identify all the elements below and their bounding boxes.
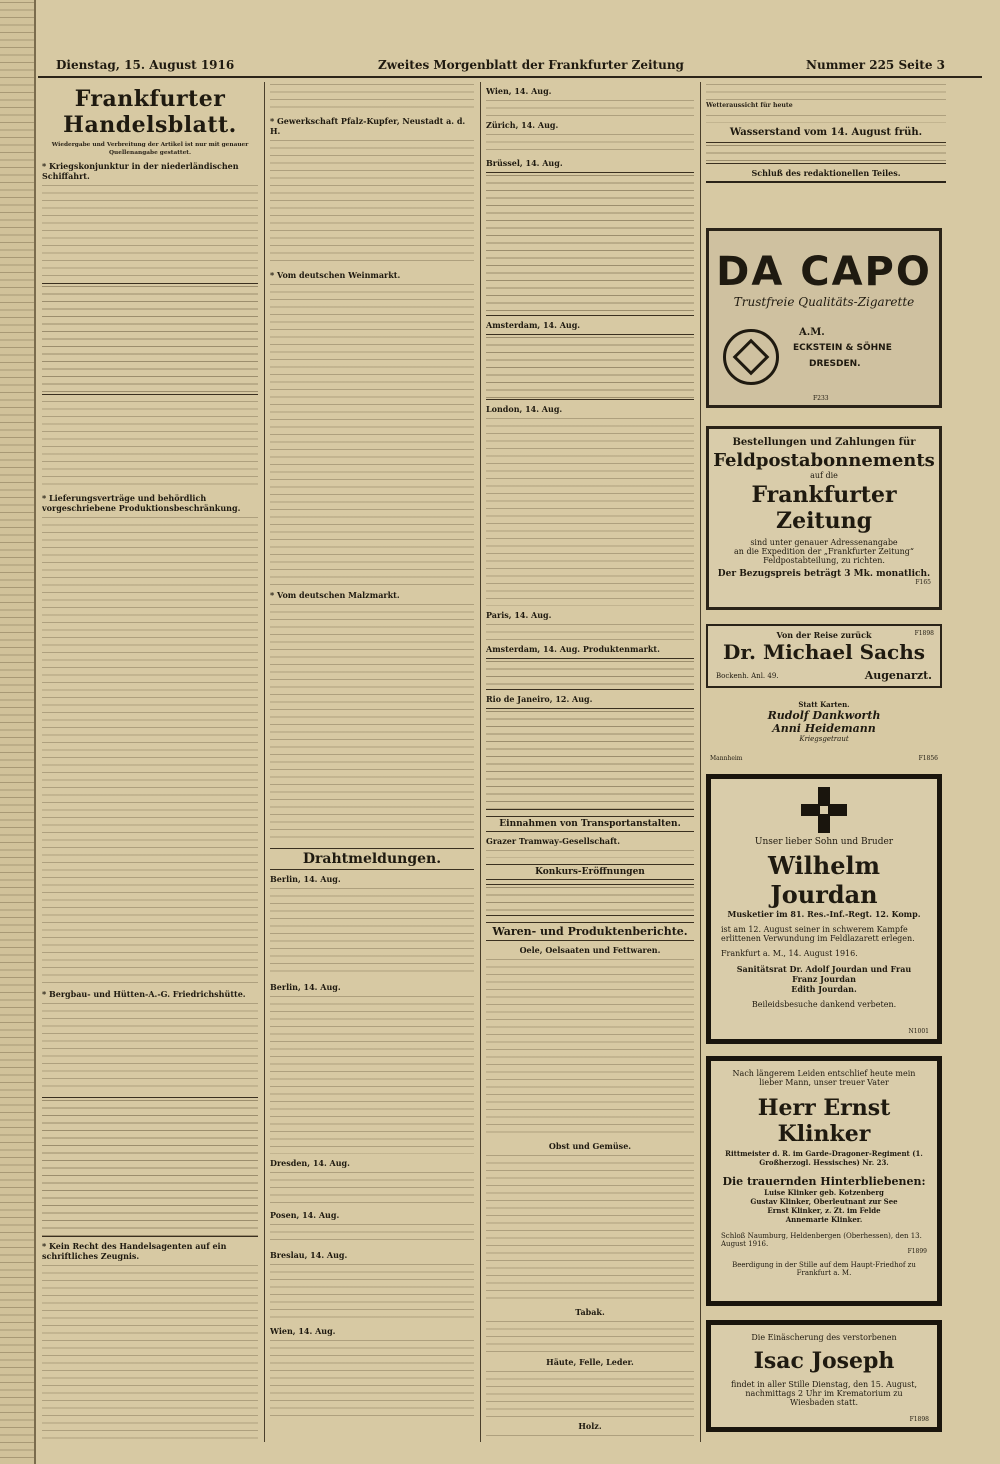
ads-column <box>706 48 946 1448</box>
ad-dacapo-tagline: Trustfreie Qualitäts-Zigarette <box>733 295 915 309</box>
dispatch-body <box>270 886 474 978</box>
ad-feldpost-line2: Feldpostabonnements <box>713 450 935 471</box>
ad-klinker-line2: Rittmeister d. R. im Garde-Dragoner-Regiment (1. Großherzogl. Hessisches) Nr. 23. <box>725 1149 923 1167</box>
market-body <box>486 1319 694 1353</box>
ad-feldpost-line7: Feldpostabteilung, zu richten. <box>763 556 885 565</box>
dispatch-body <box>270 1338 474 1418</box>
ad-dacapo-firm: ECKSTEIN & SÖHNE <box>793 343 892 353</box>
market-body <box>486 1433 694 1442</box>
reprint-notice: Wiedergabe und Verbreitung der Artikel ist nur mit genauer Quellenangabe gestattet. <box>51 142 249 156</box>
market-heading: London, 14. Aug. <box>486 404 563 414</box>
section-heading-transport: Einnahmen von Transportanstalten. <box>486 816 694 832</box>
konkurs-table <box>486 884 694 916</box>
adjacent-page-text <box>0 0 34 1464</box>
ad-feldpost <box>706 426 942 610</box>
ad-jourdan-line3: ist am 12. August seiner in schwerem Kampfe erlittenen Verwundung im Feldlazarett erlegen. <box>721 925 915 943</box>
ad-feldpost-line3: auf die <box>810 471 838 480</box>
market-body <box>486 98 694 116</box>
column-3 <box>486 82 694 1442</box>
dispatch-heading: Wien, 14. Aug. <box>270 1326 336 1336</box>
article-body <box>42 1263 258 1442</box>
weather-heading: Wetteraussicht für heute <box>706 102 793 109</box>
ad-dacapo-code: F233 <box>813 395 829 402</box>
ad-sachs <box>706 624 942 688</box>
ad-wedding-line1: Statt Karten. <box>798 700 850 709</box>
column-rule <box>480 82 481 1442</box>
ad-joseph <box>706 1320 942 1432</box>
article-heading: * Gewerkschaft Pfalz-Kupfer, Neustadt a. d. H. <box>270 116 466 136</box>
dispatch-heading: Berlin, 14. Aug. <box>270 874 341 884</box>
ad-feldpost-line1: Bestellungen und Zahlungen für <box>732 437 916 448</box>
section-heading-drahtmeldungen: Drahtmeldungen. <box>270 848 474 870</box>
ad-feldpost-line5: sind unter genauer Adressenangabe <box>750 538 898 547</box>
ad-sachs-name: Dr. Michael Sachs <box>722 640 926 664</box>
section-heading-waren: Waren- und Produktenberichte. <box>486 922 694 941</box>
coffee-table <box>486 708 694 810</box>
ad-joseph-line1: Die Einäscherung des verstorbenen <box>751 1333 897 1342</box>
ad-jourdan-survivor2: Franz Jourdan <box>792 974 856 984</box>
article-body <box>42 399 258 489</box>
article-heading: * Bergbau- und Hütten-A.-G. Friedrichshütte. <box>42 989 246 999</box>
market-heading: Paris, 14. Aug. <box>486 610 552 620</box>
market-body <box>486 1153 694 1303</box>
market-heading: Obst und Gemüse. <box>548 1141 632 1151</box>
ad-klinker-place: Schloß Naumburg, Heldenbergen (Oberhessen), den 13. August 1916. <box>721 1232 922 1248</box>
market-heading: Zürich, 14. Aug. <box>486 120 559 130</box>
newspaper-sheet <box>38 48 982 1448</box>
dispatch-body <box>270 994 474 1154</box>
ad-dacapo <box>706 228 942 408</box>
article-body <box>270 282 474 586</box>
ad-jourdan-survivor1: Sanitätsrat Dr. Adolf Jourdan und Frau <box>736 964 912 974</box>
market-heading: Oele, Oelsaaten und Fettwaren. <box>519 945 661 955</box>
article-body <box>42 515 258 985</box>
market-heading: Amsterdam, 14. Aug. Produktenmarkt. <box>486 644 660 654</box>
ad-klinker-line3: Die trauernden Hinterbliebenen: <box>722 1175 926 1188</box>
ad-jourdan-line2: Musketier im 81. Res.-Inf.-Regt. 12. Komp. <box>727 909 921 919</box>
ad-jourdan <box>706 774 942 1044</box>
article-heading: * Vom deutschen Weinmarkt. <box>270 270 401 280</box>
market-heading: Brüssel, 14. Aug. <box>486 158 563 168</box>
produce-table <box>486 658 694 690</box>
shipping-table <box>42 283 258 395</box>
column-2 <box>270 82 474 1442</box>
ad-klinker-survivor4: Annemarie Klinker. <box>785 1215 863 1224</box>
section-title-handelsblatt: Frankfurter Handelsblatt. <box>63 86 237 138</box>
water-level-title: Wasserstand vom 14. August früh. <box>729 126 923 138</box>
ad-klinker-survivor1: Luise Klinker geb. Kotzenberg <box>764 1188 884 1197</box>
ad-jourdan-line4: Beileidsbesuche dankend verbeten. <box>751 1000 897 1009</box>
ad-feldpost-price: Der Bezugspreis beträgt 3 Mk. monatlich. <box>717 569 931 579</box>
article-heading: * Kriegskonjunktur in der niederländischen Schiffahrt. <box>42 161 239 181</box>
ad-sachs-code: F1898 <box>914 630 934 637</box>
market-heading: Holz. <box>578 1421 602 1431</box>
ad-wedding-name1: Rudolf Dankworth <box>767 709 881 722</box>
article-body <box>270 602 474 842</box>
market-body <box>486 957 694 1137</box>
dispatch-body <box>270 1262 474 1322</box>
column-1 <box>42 82 258 1442</box>
ad-klinker-line4: Beerdigung in der Stille auf dem Haupt-Friedhof zu Frankfurt a. M. <box>732 1261 916 1277</box>
eckstein-logo-diamond <box>733 339 770 376</box>
ad-wedding-line2: Kriegsgetraut <box>799 735 849 743</box>
ad-wedding <box>706 700 942 762</box>
market-body <box>486 132 694 154</box>
article-heading: * Vom deutschen Malzmarkt. <box>270 590 400 600</box>
article-heading: * Lieferungsverträge und behördlich vorgeschriebene Produktionsbeschränkung. <box>42 493 241 513</box>
article-body <box>270 82 474 112</box>
column-rule <box>264 82 265 1442</box>
amsterdam-table <box>486 334 694 400</box>
ad-wedding-name2: Anni Heidemann <box>772 722 876 735</box>
ad-joseph-line2: findet in aller Stille Dienstag, den 15. August, nachmittags 2 Uhr im Krematorium zu Wiesbaden statt. <box>730 1380 918 1407</box>
dispatch-heading: Breslau, 14. Aug. <box>270 1250 348 1260</box>
balance-table <box>42 1097 258 1237</box>
ad-klinker-survivor3: Ernst Klinker, z. Zt. im Felde <box>767 1206 881 1215</box>
column-rule <box>700 82 701 1442</box>
end-of-editorial-note: Schluß des redaktionellen Teiles. <box>706 168 946 183</box>
article-body <box>270 138 474 266</box>
ad-klinker-survivor2: Gustav Klinker, Oberleutnant zur See <box>750 1197 898 1206</box>
dispatch-heading: Posen, 14. Aug. <box>270 1210 340 1220</box>
iron-cross-icon <box>801 787 847 833</box>
ad-feldpost-code: F165 <box>915 579 931 586</box>
market-body <box>486 1369 694 1417</box>
adjacent-page-strip <box>0 0 36 1464</box>
ad-sachs-address: Bockenh. Anl. 49. <box>716 672 779 680</box>
ad-dacapo-brand: DA CAPO <box>716 249 932 295</box>
bank-balance-table <box>486 172 694 316</box>
market-body <box>486 622 694 640</box>
ad-jourdan-code: N1001 <box>908 1028 929 1035</box>
ad-jourdan-place: Frankfurt a. M., 14. August 1916. <box>721 949 858 958</box>
ad-joseph-code: F1898 <box>909 1416 929 1423</box>
header-number: Nummer 225 Seite 3 <box>806 58 946 72</box>
section-heading-konkurs: Konkurs-Eröffnungen <box>486 864 694 880</box>
market-heading: Rio de Janeiro, 12. Aug. <box>486 694 593 704</box>
market-heading: Tabak. <box>575 1307 605 1317</box>
ad-jourdan-survivor3: Edith Jourdan. <box>791 984 857 994</box>
ad-joseph-name: Isac Joseph <box>753 1348 895 1374</box>
dispatch-heading: Dresden, 14. Aug. <box>270 1158 350 1168</box>
market-heading: Häute, Felle, Leder. <box>546 1357 634 1367</box>
market-body <box>486 848 694 858</box>
market-heading: Grazer Tramway-Gesellschaft. <box>486 836 621 846</box>
header-edition: Zweites Morgenblatt der Frankfurter Zeitung <box>378 58 684 72</box>
dispatch-body <box>270 1222 474 1246</box>
ad-feldpost-line6: an die Expedition der „Frankfurter Zeitung“ <box>734 547 914 556</box>
market-heading: Amsterdam, 14. Aug. <box>486 320 581 330</box>
ad-jourdan-name: Wilhelm Jourdan <box>768 851 880 909</box>
article-body <box>42 183 258 279</box>
eckstein-logo <box>723 329 779 385</box>
ad-dacapo-city: DRESDEN. <box>809 359 861 369</box>
article-body <box>42 1001 258 1093</box>
ad-klinker <box>706 1056 942 1306</box>
dispatch-heading: Berlin, 14. Aug. <box>270 982 341 992</box>
ad-jourdan-line1: Unser lieber Sohn und Bruder <box>754 837 894 847</box>
market-body <box>486 416 694 606</box>
ad-sachs-profession: Augenarzt. <box>864 669 932 682</box>
ad-klinker-code: F1899 <box>907 1248 927 1255</box>
article-heading: * Kein Recht des Handelsagenten auf ein schriftliches Zeugnis. <box>42 1241 227 1261</box>
ad-klinker-name: Herr Ernst Klinker <box>757 1095 891 1147</box>
header-date: Dienstag, 15. August 1916 <box>56 58 235 72</box>
market-heading: Wien, 14. Aug. <box>486 86 552 96</box>
ad-wedding-place: Mannheim <box>710 755 743 762</box>
ad-dacapo-firm-initials: A.M. <box>799 327 825 338</box>
ad-feldpost-paper: Frankfurter Zeitung <box>751 482 897 534</box>
dispatch-body <box>270 1170 474 1206</box>
ad-sachs-line1: Von der Reise zurück <box>776 630 872 640</box>
ad-wedding-code: F1856 <box>918 755 938 762</box>
ad-klinker-line1: Nach längerem Leiden entschlief heute mein lieber Mann, unser treuer Vater <box>732 1069 916 1087</box>
